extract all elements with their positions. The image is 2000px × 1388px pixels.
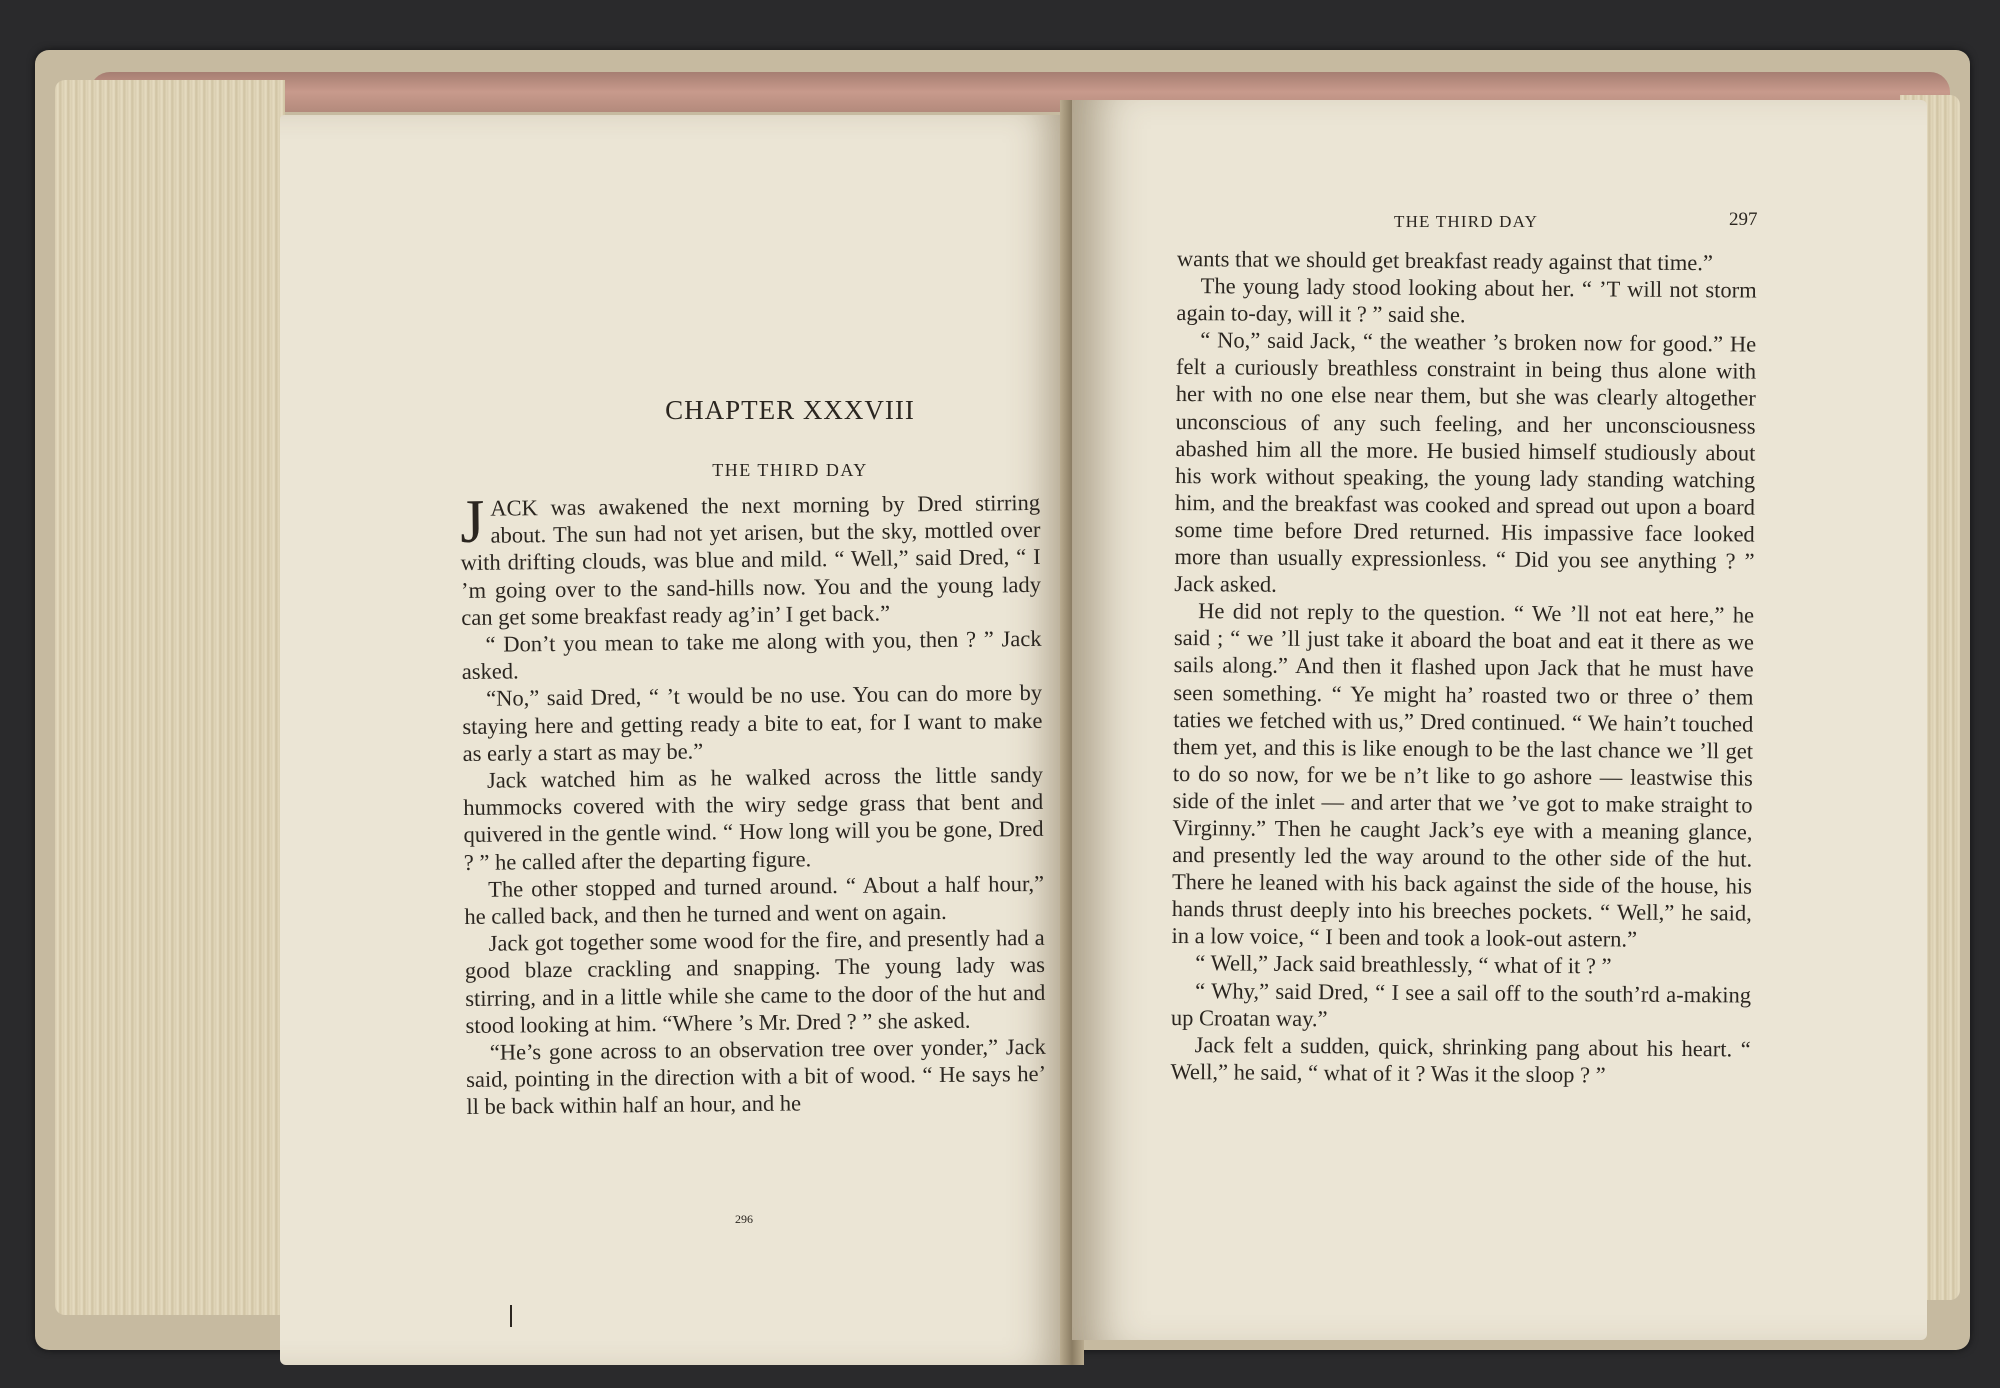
- right-page-text: [1170, 245, 1757, 1089]
- paragraph: Jack felt a sudden, quick, shrinking pang about his heart. “ Well,” he said, “ what of it ? Was it the sloop ? ”: [1170, 1031, 1751, 1088]
- paragraph: Jack got together some wood for the fire, and presently had a good blaze crackling and snapping. The young lady was stirring, and in a little while she came to the door of the hut and stood looking at him. “Where ’s Mr. Dred ? ” she asked.: [464, 925, 1046, 1038]
- paragraph: “ No,” said Jack, “ the weather ’s broken now for good.” He felt a curiously breathless constraint in being thus alone with her with no one else near them, but she was clearly altogether unconscious of any such feeling, and her unconsciousness abashed him all the more. He busied himself studiously about his work without speaking, the young lady standing watching him, and the breakfast was cooked and spread out upon a board some time before Dred returned. His impassive face looked more than usually expressionless. “ Did you see anything ? ” Jack asked.: [1174, 327, 1757, 597]
- paragraph: “ Don’t you mean to take me along with you, then ? ” Jack asked.: [461, 625, 1042, 685]
- right-page: [1072, 100, 1927, 1340]
- chapter-title: CHAPTER XXXVIII: [665, 395, 915, 425]
- running-head: THE THIRD DAY: [1394, 212, 1539, 231]
- left-page-text: [460, 489, 1047, 1121]
- paragraph: He did not reply to the question. “ We ’ll not eat here,” he said ; “ we ’ll just take it aboard the boat and eat it there as we sails along.” And then it flashed upon Jack that he must have seen something. “ Ye might ha’ roasted two or three o’ them taties we fetched with us,” Dred continued. “ We hain’t touched them yet, and this is like enough to be the last chance we ’ll get to do so now, for we be n’t like to go ashore — leastwise this side of the inlet — and arter that we ’ve got to make straight to Virginny.” Then he caught Jack’s eye with a meaning glance, and presently led the way around to the other side of the hut. There he leaned with his back against the side of the house, his hands thrust deeply into his breeches pockets. “ Well,” he said, in a low voice, “ I been and took a look-out astern.”: [1171, 598, 1755, 952]
- paragraph: “He’s gone across to an observation tree over yonder,” Jack said, pointing in the direction with a bit of wood. “ He says he’ ll be back within half an hour, and he: [465, 1033, 1047, 1120]
- paragraph: “ Why,” said Dred, “ I see a sail off to the south’rd a-making up Croatan way.”: [1170, 977, 1752, 1031]
- left-page-edges: [55, 80, 285, 1315]
- paragraph: wants that we should get breakfast ready against that time.”: [1176, 245, 1714, 276]
- paragraph: [460, 489, 1041, 631]
- page-mark: [510, 1305, 512, 1327]
- left-page: [280, 115, 1070, 1365]
- paragraph-text: ACK was awakened the next morning by Dred stirring about. The sun had not yet arisen, but the sky, mottled over with drifting clouds, was blue and mild. “ Well,” said Dred, “ I ’m going over to the sand-hills now. You and the young lady can get some breakfast ready ag’in’ I get back.”: [460, 489, 1042, 630]
- page-number: 296: [735, 1212, 753, 1226]
- paragraph: The other stopped and turned around. “ About a half hour,” he called back, and then he turned and went on again.: [464, 870, 1045, 930]
- paragraph: Jack watched him as he walked across the little sandy hummocks covered with the wiry sedge grass that bent and quivered in the gentle wind. “ How long will you be gone, Dred ? ” he called after the departing figure.: [463, 761, 1044, 875]
- chapter-subtitle: THE THIRD DAY: [712, 460, 868, 480]
- paragraph: “ Well,” Jack said breathlessly, “ what of it ? ”: [1195, 950, 1612, 979]
- drop-cap: J: [459, 487, 485, 556]
- paragraph: “No,” said Dred, “ ’t would be no use. You can do more by staying here and getting ready a bite to eat, for I want to make as early a start as may be.”: [462, 680, 1043, 766]
- page-number: 297: [1729, 209, 1758, 230]
- paragraph: The young lady stood looking about her. “ ’T will not storm again to-day, will it ? ” said she.: [1176, 273, 1757, 328]
